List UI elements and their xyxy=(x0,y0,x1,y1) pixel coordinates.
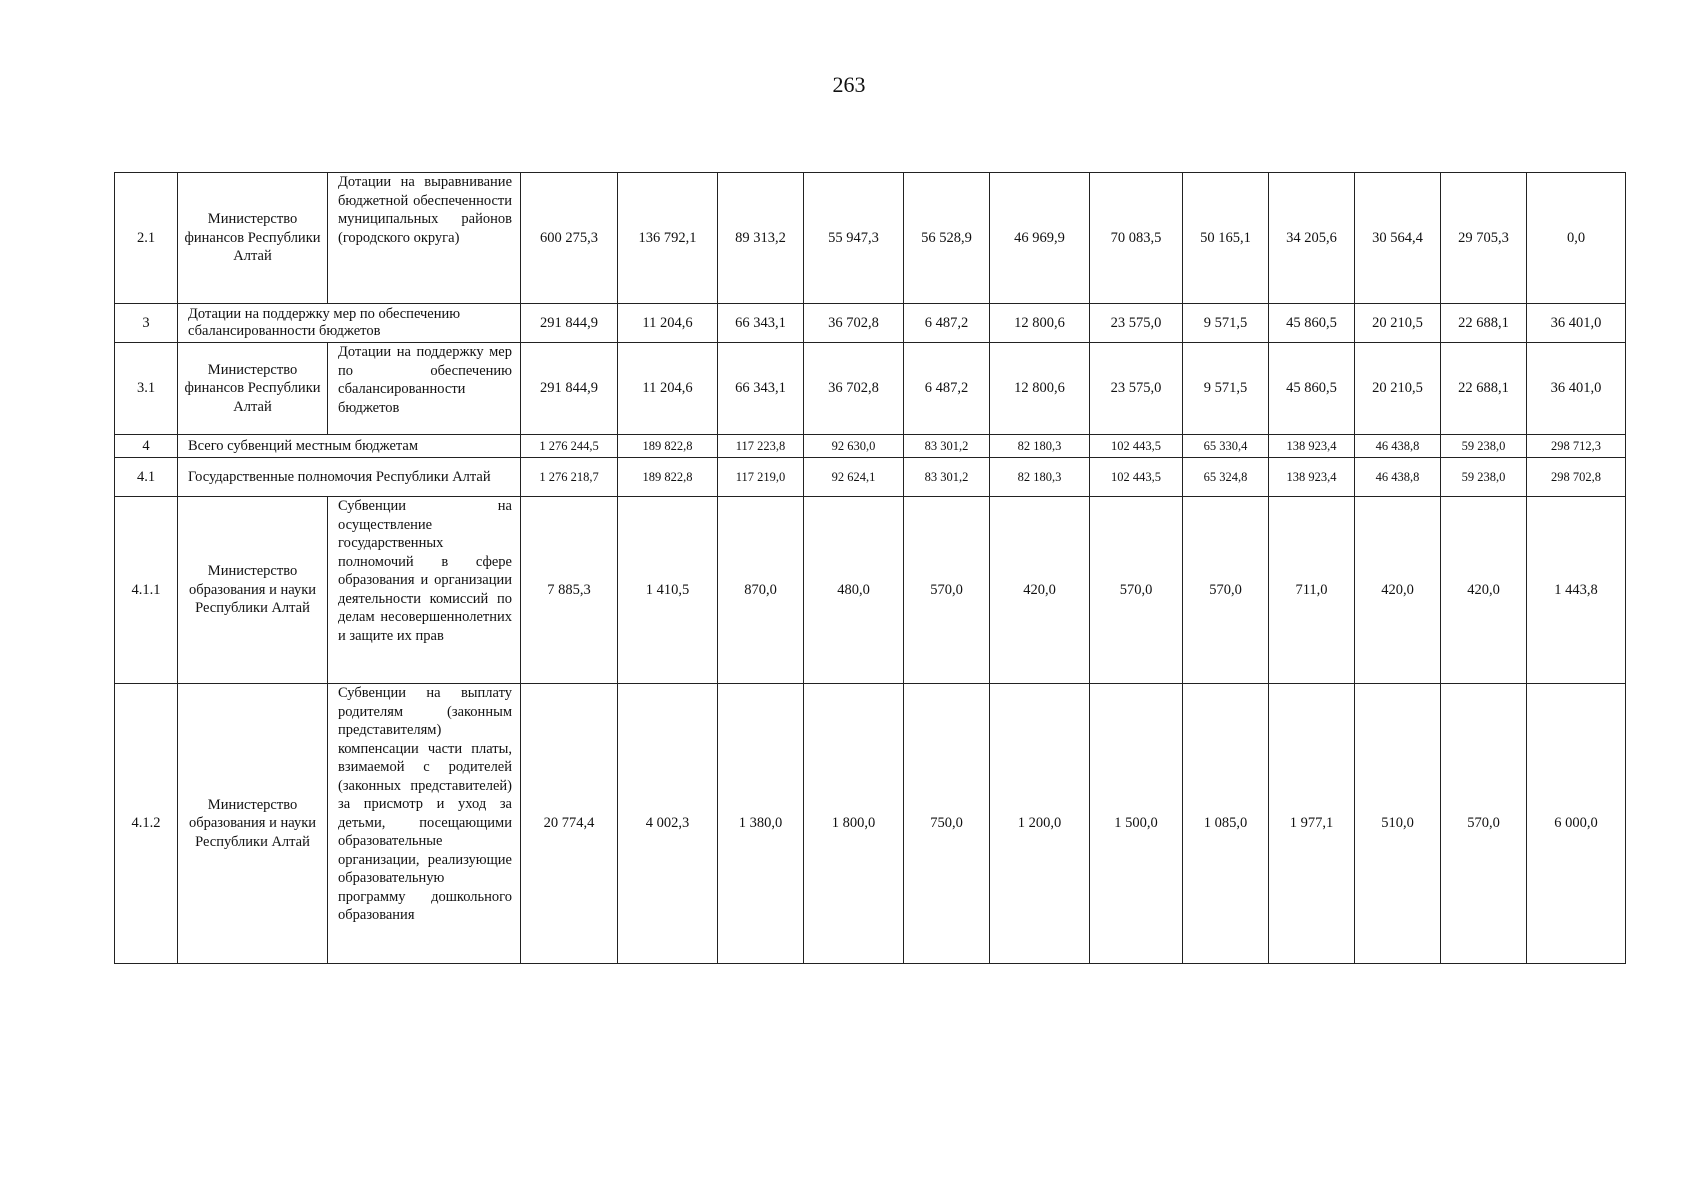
value-cell: 30 564,4 xyxy=(1355,173,1441,304)
row-number: 4.1 xyxy=(115,458,178,497)
value-cell: 83 301,2 xyxy=(904,458,990,497)
value-cell: 420,0 xyxy=(1441,497,1527,684)
org-cell: Министерство образования и науки Республики Алтай xyxy=(178,497,328,684)
table-row xyxy=(115,304,1626,343)
value-cell: 12 800,6 xyxy=(990,304,1090,343)
section-label-cell: Дотации на поддержку мер по обеспечению сбалансированности бюджетов xyxy=(178,304,521,343)
value-cell: 291 844,9 xyxy=(521,304,618,343)
table-row xyxy=(115,173,1626,304)
value-cell: 6 487,2 xyxy=(904,343,990,435)
value-cell: 9 571,5 xyxy=(1183,343,1269,435)
value-cell: 570,0 xyxy=(1090,497,1183,684)
value-cell: 298 712,3 xyxy=(1527,435,1626,458)
row-number: 4.1.2 xyxy=(115,684,178,964)
row-number: 4 xyxy=(115,435,178,458)
value-cell: 36 401,0 xyxy=(1527,343,1626,435)
value-cell: 11 204,6 xyxy=(618,304,718,343)
value-cell: 45 860,5 xyxy=(1269,343,1355,435)
value-cell: 65 324,8 xyxy=(1183,458,1269,497)
value-cell: 510,0 xyxy=(1355,684,1441,964)
table-row xyxy=(115,684,1626,964)
value-cell: 56 528,9 xyxy=(904,173,990,304)
value-cell: 36 401,0 xyxy=(1527,304,1626,343)
value-cell: 420,0 xyxy=(1355,497,1441,684)
value-cell: 570,0 xyxy=(904,497,990,684)
value-cell: 36 702,8 xyxy=(804,304,904,343)
value-cell: 65 330,4 xyxy=(1183,435,1269,458)
value-cell: 12 800,6 xyxy=(990,343,1090,435)
value-cell: 0,0 xyxy=(1527,173,1626,304)
table-row xyxy=(115,497,1626,684)
value-cell: 7 885,3 xyxy=(521,497,618,684)
description-cell: Дотации на поддержку мер по обеспечению сбалансированности бюджетов xyxy=(328,343,521,435)
row-number: 3 xyxy=(115,304,178,343)
value-cell: 1 276 218,7 xyxy=(521,458,618,497)
value-cell: 70 083,5 xyxy=(1090,173,1183,304)
value-cell: 9 571,5 xyxy=(1183,304,1269,343)
value-cell: 20 210,5 xyxy=(1355,304,1441,343)
value-cell: 92 624,1 xyxy=(804,458,904,497)
value-cell: 570,0 xyxy=(1441,684,1527,964)
value-cell: 83 301,2 xyxy=(904,435,990,458)
table-row xyxy=(115,458,1626,497)
value-cell: 870,0 xyxy=(718,497,804,684)
row-number: 4.1.1 xyxy=(115,497,178,684)
section-label-cell: Государственные полномочия Республики Алтай xyxy=(178,458,521,497)
value-cell: 600 275,3 xyxy=(521,173,618,304)
value-cell: 11 204,6 xyxy=(618,343,718,435)
value-cell: 1 500,0 xyxy=(1090,684,1183,964)
value-cell: 6 487,2 xyxy=(904,304,990,343)
description-cell: Субвенции на осуществление государственных полномочий в сфере образования и организации деятельности комиссий по делам несовершеннолетних и защите их прав xyxy=(328,497,521,684)
value-cell: 46 969,9 xyxy=(990,173,1090,304)
value-cell: 82 180,3 xyxy=(990,435,1090,458)
value-cell: 570,0 xyxy=(1183,497,1269,684)
value-cell: 1 977,1 xyxy=(1269,684,1355,964)
value-cell: 36 702,8 xyxy=(804,343,904,435)
value-cell: 89 313,2 xyxy=(718,173,804,304)
table-row xyxy=(115,343,1626,435)
value-cell: 45 860,5 xyxy=(1269,304,1355,343)
page-number: 263 xyxy=(832,72,866,97)
value-cell: 136 792,1 xyxy=(618,173,718,304)
value-cell: 1 443,8 xyxy=(1527,497,1626,684)
value-cell: 4 002,3 xyxy=(618,684,718,964)
value-cell: 1 380,0 xyxy=(718,684,804,964)
value-cell: 189 822,8 xyxy=(618,458,718,497)
value-cell: 420,0 xyxy=(990,497,1090,684)
section-label-cell: Всего субвенций местным бюджетам xyxy=(178,435,521,458)
value-cell: 50 165,1 xyxy=(1183,173,1269,304)
value-cell: 102 443,5 xyxy=(1090,458,1183,497)
value-cell: 92 630,0 xyxy=(804,435,904,458)
value-cell: 6 000,0 xyxy=(1527,684,1626,964)
value-cell: 23 575,0 xyxy=(1090,304,1183,343)
budget-table xyxy=(114,172,1626,964)
value-cell: 46 438,8 xyxy=(1355,435,1441,458)
value-cell: 298 702,8 xyxy=(1527,458,1626,497)
row-number: 2.1 xyxy=(115,173,178,304)
value-cell: 59 238,0 xyxy=(1441,458,1527,497)
value-cell: 1 410,5 xyxy=(618,497,718,684)
value-cell: 1 200,0 xyxy=(990,684,1090,964)
value-cell: 1 276 244,5 xyxy=(521,435,618,458)
value-cell: 59 238,0 xyxy=(1441,435,1527,458)
value-cell: 117 219,0 xyxy=(718,458,804,497)
value-cell: 34 205,6 xyxy=(1269,173,1355,304)
value-cell: 189 822,8 xyxy=(618,435,718,458)
description-cell: Субвенции на выплату родителям (законным представителям) компенсации части платы, взимаемой с родителей (законных представителей) за присмотр и уход за детьми, посещающими образовательные организации, реализующие образовательную программу дошкольного образования xyxy=(328,684,521,964)
table-row xyxy=(115,435,1626,458)
value-cell: 66 343,1 xyxy=(718,304,804,343)
value-cell: 20 774,4 xyxy=(521,684,618,964)
org-cell: Министерство образования и науки Республики Алтай xyxy=(178,684,328,964)
description-cell: Дотации на выравнивание бюджетной обеспеченности муниципальных районов (городского округа) xyxy=(328,173,521,304)
value-cell: 117 223,8 xyxy=(718,435,804,458)
value-cell: 138 923,4 xyxy=(1269,458,1355,497)
value-cell: 22 688,1 xyxy=(1441,304,1527,343)
value-cell: 46 438,8 xyxy=(1355,458,1441,497)
value-cell: 711,0 xyxy=(1269,497,1355,684)
value-cell: 20 210,5 xyxy=(1355,343,1441,435)
value-cell: 480,0 xyxy=(804,497,904,684)
value-cell: 22 688,1 xyxy=(1441,343,1527,435)
value-cell: 29 705,3 xyxy=(1441,173,1527,304)
org-cell: Министерство финансов Республики Алтай xyxy=(178,343,328,435)
row-number: 3.1 xyxy=(115,343,178,435)
value-cell: 102 443,5 xyxy=(1090,435,1183,458)
value-cell: 291 844,9 xyxy=(521,343,618,435)
value-cell: 82 180,3 xyxy=(990,458,1090,497)
org-cell: Министерство финансов Республики Алтай xyxy=(178,173,328,304)
value-cell: 1 800,0 xyxy=(804,684,904,964)
value-cell: 750,0 xyxy=(904,684,990,964)
value-cell: 55 947,3 xyxy=(804,173,904,304)
value-cell: 1 085,0 xyxy=(1183,684,1269,964)
value-cell: 138 923,4 xyxy=(1269,435,1355,458)
value-cell: 66 343,1 xyxy=(718,343,804,435)
value-cell: 23 575,0 xyxy=(1090,343,1183,435)
